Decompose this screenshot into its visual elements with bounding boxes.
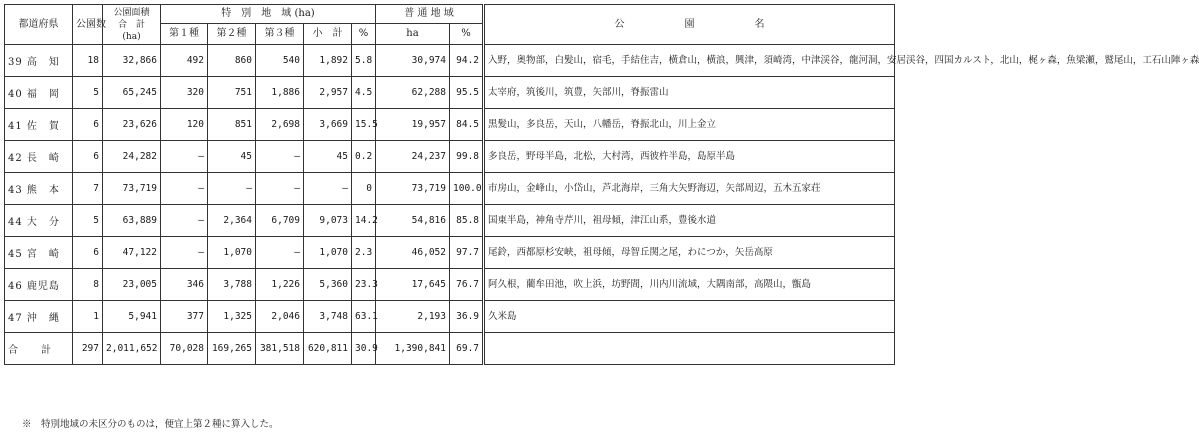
class2-cell: 751 xyxy=(208,77,256,109)
table-row xyxy=(5,109,895,141)
ordinary-pct-cell: 84.5 xyxy=(450,109,484,141)
park-count-cell: 5 xyxy=(73,205,103,237)
header-class1: 第１種 xyxy=(161,24,208,45)
special-pct-cell: 30.9 xyxy=(352,333,376,365)
ordinary-area-cell: 46,052 xyxy=(376,237,450,269)
subtotal-cell: 3,748 xyxy=(304,301,352,333)
header-special-pct: % xyxy=(352,24,376,45)
ordinary-pct-cell: 85.8 xyxy=(450,205,484,237)
header-ordinary-area: 普 通 地 域 xyxy=(376,5,484,24)
class3-cell: 1,886 xyxy=(256,77,304,109)
special-pct-cell: 0 xyxy=(352,173,376,205)
class1-cell: — xyxy=(161,205,208,237)
ordinary-area-cell: 62,288 xyxy=(376,77,450,109)
special-pct-cell: 0.2 xyxy=(352,141,376,173)
park-names-cell xyxy=(484,333,895,365)
class3-cell: 381,518 xyxy=(256,333,304,365)
special-pct-cell: 2.3 xyxy=(352,237,376,269)
ordinary-pct-cell: 94.2 xyxy=(450,45,484,77)
subtotal-cell: 1,892 xyxy=(304,45,352,77)
table-row xyxy=(5,45,895,77)
park-count-cell: 5 xyxy=(73,77,103,109)
class3-cell: 6,709 xyxy=(256,205,304,237)
header-class2: 第２種 xyxy=(208,24,256,45)
header-park-area xyxy=(103,5,161,45)
subtotal-cell: 9,073 xyxy=(304,205,352,237)
subtotal-cell: 2,957 xyxy=(304,77,352,109)
class1-cell: — xyxy=(161,237,208,269)
prefecture-cell: 40 福 岡 xyxy=(5,77,73,109)
park-names-cell: 太宰府，筑後川，筑豊，矢部川，脊振雷山 xyxy=(484,77,895,109)
subtotal-cell: 45 xyxy=(304,141,352,173)
table-row xyxy=(5,205,895,237)
park-names-cell: 多良岳，野母半島，北松，大村湾，西彼杵半島，島原半島 xyxy=(484,141,895,173)
prefecture-cell: 46 鹿児島 xyxy=(5,269,73,301)
class2-cell: 1,070 xyxy=(208,237,256,269)
park-area-cell: 65,245 xyxy=(103,77,161,109)
class2-cell: — xyxy=(208,173,256,205)
ordinary-area-cell: 17,645 xyxy=(376,269,450,301)
park-area-cell: 24,282 xyxy=(103,141,161,173)
ordinary-pct-cell: 99.8 xyxy=(450,141,484,173)
class1-cell: — xyxy=(161,141,208,173)
park-area-cell: 5,941 xyxy=(103,301,161,333)
subtotal-cell: — xyxy=(304,173,352,205)
special-pct-cell: 15.5 xyxy=(352,109,376,141)
class2-cell: 2,364 xyxy=(208,205,256,237)
prefecture-cell: 合 計 xyxy=(5,333,73,365)
ordinary-area-cell: 2,193 xyxy=(376,301,450,333)
park-count-cell: 6 xyxy=(73,237,103,269)
table-row xyxy=(5,141,895,173)
special-pct-cell: 63.1 xyxy=(352,301,376,333)
park-count-cell: 6 xyxy=(73,109,103,141)
prefecture-cell: 47 沖 縄 xyxy=(5,301,73,333)
class3-cell: 1,226 xyxy=(256,269,304,301)
class3-cell: — xyxy=(256,173,304,205)
table-row xyxy=(5,173,895,205)
class2-cell: 3,788 xyxy=(208,269,256,301)
header-class3: 第３種 xyxy=(256,24,304,45)
ordinary-pct-cell: 69.7 xyxy=(450,333,484,365)
class1-cell: 346 xyxy=(161,269,208,301)
park-names-cell: 入野，奥物部，白髪山，宿毛，手結住吉，横倉山，横浪，興津，須崎湾，中津渓谷，龍河洞，安居渓谷，四国カルスト，北山，梶ヶ森，魚梁瀬，鷲尾山，工石山陣ヶ森 xyxy=(484,45,895,77)
park-count-cell: 6 xyxy=(73,141,103,173)
ordinary-pct-cell: 100.0 xyxy=(450,173,484,205)
header-special-area: 特 別 地 域 (ha) xyxy=(161,5,376,24)
header-park-names: 公 園 名 xyxy=(484,5,895,45)
park-count-cell: 8 xyxy=(73,269,103,301)
parks-table xyxy=(4,4,1199,365)
class1-cell: 492 xyxy=(161,45,208,77)
prefecture-cell: 39 高 知 xyxy=(5,45,73,77)
class1-cell: 320 xyxy=(161,77,208,109)
table-row xyxy=(5,77,895,109)
subtotal-cell: 620,811 xyxy=(304,333,352,365)
class1-cell: — xyxy=(161,173,208,205)
total-row xyxy=(5,333,895,365)
prefecture-cell: 45 宮 崎 xyxy=(5,237,73,269)
footnote: ※ 特別地域の未区分のものは，便宜上第２種に算入した。 xyxy=(22,419,279,430)
prefecture-cell: 43 熊 本 xyxy=(5,173,73,205)
ordinary-pct-cell: 76.7 xyxy=(450,269,484,301)
park-area-cell: 73,719 xyxy=(103,173,161,205)
header-park-area-unit: (ha) xyxy=(122,31,141,42)
park-area-cell: 23,005 xyxy=(103,269,161,301)
park-area-cell: 32,866 xyxy=(103,45,161,77)
class2-cell: 860 xyxy=(208,45,256,77)
prefecture-cell: 42 長 崎 xyxy=(5,141,73,173)
park-area-cell: 23,626 xyxy=(103,109,161,141)
ordinary-pct-cell: 36.9 xyxy=(450,301,484,333)
park-count-cell: 1 xyxy=(73,301,103,333)
ordinary-area-cell: 30,974 xyxy=(376,45,450,77)
class1-cell: 70,028 xyxy=(161,333,208,365)
class2-cell: 45 xyxy=(208,141,256,173)
park-names-cell: 尾鈴，西都原杉安峡，祖母傾，母智丘関之尾，わにつか，矢岳高原 xyxy=(484,237,895,269)
header-park-area-sub: 合 計 xyxy=(117,19,145,30)
prefecture-cell: 44 大 分 xyxy=(5,205,73,237)
ordinary-area-cell: 73,719 xyxy=(376,173,450,205)
park-area-cell: 63,889 xyxy=(103,205,161,237)
special-pct-cell: 14.2 xyxy=(352,205,376,237)
park-names-cell: 久米島 xyxy=(484,301,895,333)
park-names-cell: 黒髪山，多良岳，天山，八幡岳，脊振北山，川上金立 xyxy=(484,109,895,141)
park-area-cell: 47,122 xyxy=(103,237,161,269)
header-subtotal: 小 計 xyxy=(304,24,352,45)
table-body xyxy=(5,45,1199,365)
subtotal-cell: 5,360 xyxy=(304,269,352,301)
header-ordinary-unit: ha xyxy=(376,24,450,45)
class3-cell: — xyxy=(256,237,304,269)
class3-cell: 2,046 xyxy=(256,301,304,333)
header-prefecture: 都道府県 xyxy=(5,5,73,45)
park-count-cell: 18 xyxy=(73,45,103,77)
park-names-cell: 阿久根，藺牟田池，吹上浜，坊野間，川内川流域，大隅南部，高隈山，甑島 xyxy=(484,269,895,301)
park-count-cell: 297 xyxy=(73,333,103,365)
ordinary-area-cell: 19,957 xyxy=(376,109,450,141)
subtotal-cell: 3,669 xyxy=(304,109,352,141)
class3-cell: — xyxy=(256,141,304,173)
header-park-count: 公園数 xyxy=(73,5,103,45)
ordinary-pct-cell: 95.5 xyxy=(450,77,484,109)
special-pct-cell: 4.5 xyxy=(352,77,376,109)
table-row xyxy=(5,301,895,333)
header-ordinary-pct: % xyxy=(450,24,484,45)
park-names-cell: 国東半島，神角寺芹川，祖母傾，津江山系，豊後水道 xyxy=(484,205,895,237)
ordinary-area-cell: 1,390,841 xyxy=(376,333,450,365)
class3-cell: 540 xyxy=(256,45,304,77)
class2-cell: 169,265 xyxy=(208,333,256,365)
ordinary-pct-cell: 97.7 xyxy=(450,237,484,269)
special-pct-cell: 5.8 xyxy=(352,45,376,77)
park-count-cell: 7 xyxy=(73,173,103,205)
table-row xyxy=(5,237,895,269)
subtotal-cell: 1,070 xyxy=(304,237,352,269)
class1-cell: 377 xyxy=(161,301,208,333)
class1-cell: 120 xyxy=(161,109,208,141)
park-names-cell: 市房山，金峰山，小岱山，芦北海岸，三角大矢野海辺，矢部周辺，五木五家荘 xyxy=(484,173,895,205)
ordinary-area-cell: 54,816 xyxy=(376,205,450,237)
class3-cell: 2,698 xyxy=(256,109,304,141)
park-area-cell: 2,011,652 xyxy=(103,333,161,365)
prefecture-cell: 41 佐 賀 xyxy=(5,109,73,141)
header-park-area-label: 公園面積 xyxy=(113,7,150,18)
class2-cell: 1,325 xyxy=(208,301,256,333)
class2-cell: 851 xyxy=(208,109,256,141)
ordinary-area-cell: 24,237 xyxy=(376,141,450,173)
table-row xyxy=(5,269,895,301)
special-pct-cell: 23.3 xyxy=(352,269,376,301)
